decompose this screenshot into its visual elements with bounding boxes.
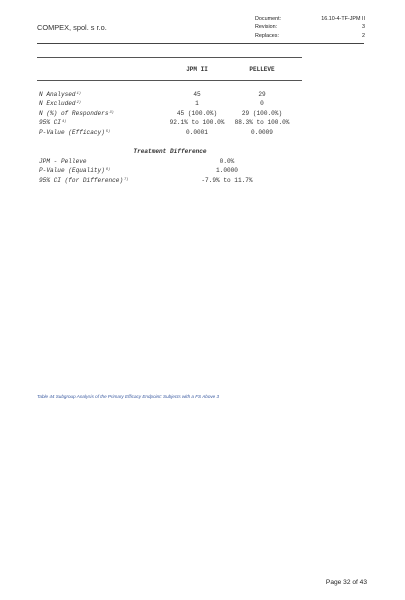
table-header-rule <box>37 80 302 81</box>
row-label: 95% CI$^{4)}$ <box>39 119 67 126</box>
pelleve-value: 0.0009 <box>251 129 273 136</box>
difference-row <box>37 167 302 175</box>
table-row <box>37 129 302 137</box>
replaces-value: 2 <box>362 32 365 39</box>
table-row <box>37 100 302 108</box>
jpm-value: 1 <box>195 100 199 107</box>
table-top-rule <box>37 57 302 58</box>
table-caption: Table 44 Subgroup Analysis of the Primary Efficacy Endpoint: Subjects with a FS Above 3 <box>37 394 220 399</box>
column-header-pelleve: PELLEVE <box>249 66 275 73</box>
treatment-difference-title: Treatment Difference <box>133 148 207 155</box>
pelleve-value: 29 (100.0%) <box>241 110 283 117</box>
replaces-row <box>255 32 365 40</box>
difference-row <box>37 177 302 185</box>
document-info <box>255 15 365 40</box>
jpm-value: 45 <box>193 91 201 98</box>
pelleve-value: 29 <box>258 91 266 98</box>
document-row <box>255 15 365 23</box>
row-label: N (%) of Responders$^{3)}$ <box>39 110 114 117</box>
row-label: 95% CI (for Difference)$^{7)}$ <box>39 177 129 184</box>
row-label: N Analysed$^{1)}$ <box>39 91 81 98</box>
document-value: 16.10-4-TF-JPM II <box>321 16 365 22</box>
difference-value: 0.0% <box>219 158 235 165</box>
row-label: P-Value (Efficacy)$^{5)}$ <box>39 129 111 136</box>
table-row <box>37 91 302 99</box>
revision-label: Revision: <box>255 24 278 31</box>
company-name: COMPEX, spol. s r.o. <box>37 23 107 32</box>
header-divider <box>37 43 364 44</box>
pelleve-value: 0 <box>260 100 264 107</box>
pelleve-value: 88.3% to 100.0% <box>234 119 290 126</box>
revision-value: 3 <box>362 24 365 31</box>
table-row <box>37 110 302 118</box>
column-header-jpm: JPM II <box>186 66 208 73</box>
difference-value: -7.9% to 11.7% <box>201 177 253 184</box>
document-label: Document: <box>255 16 282 22</box>
jpm-value: 45 (100.0%) <box>176 110 218 117</box>
jpm-value: 0.0001 <box>186 129 208 136</box>
revision-row <box>255 23 365 31</box>
row-label: JPM - Pelleve <box>39 158 87 165</box>
jpm-value: 92.1% to 100.0% <box>169 119 225 126</box>
page-number: Page 32 of 43 <box>325 579 367 586</box>
row-label: N Excluded$^{2)}$ <box>39 100 81 107</box>
difference-row <box>37 158 302 166</box>
difference-value: 1.0000 <box>216 167 238 174</box>
table-row <box>37 119 302 127</box>
replaces-label: Replaces: <box>255 32 279 39</box>
row-label: P-Value (Equality)$^{6)}$ <box>39 167 111 174</box>
